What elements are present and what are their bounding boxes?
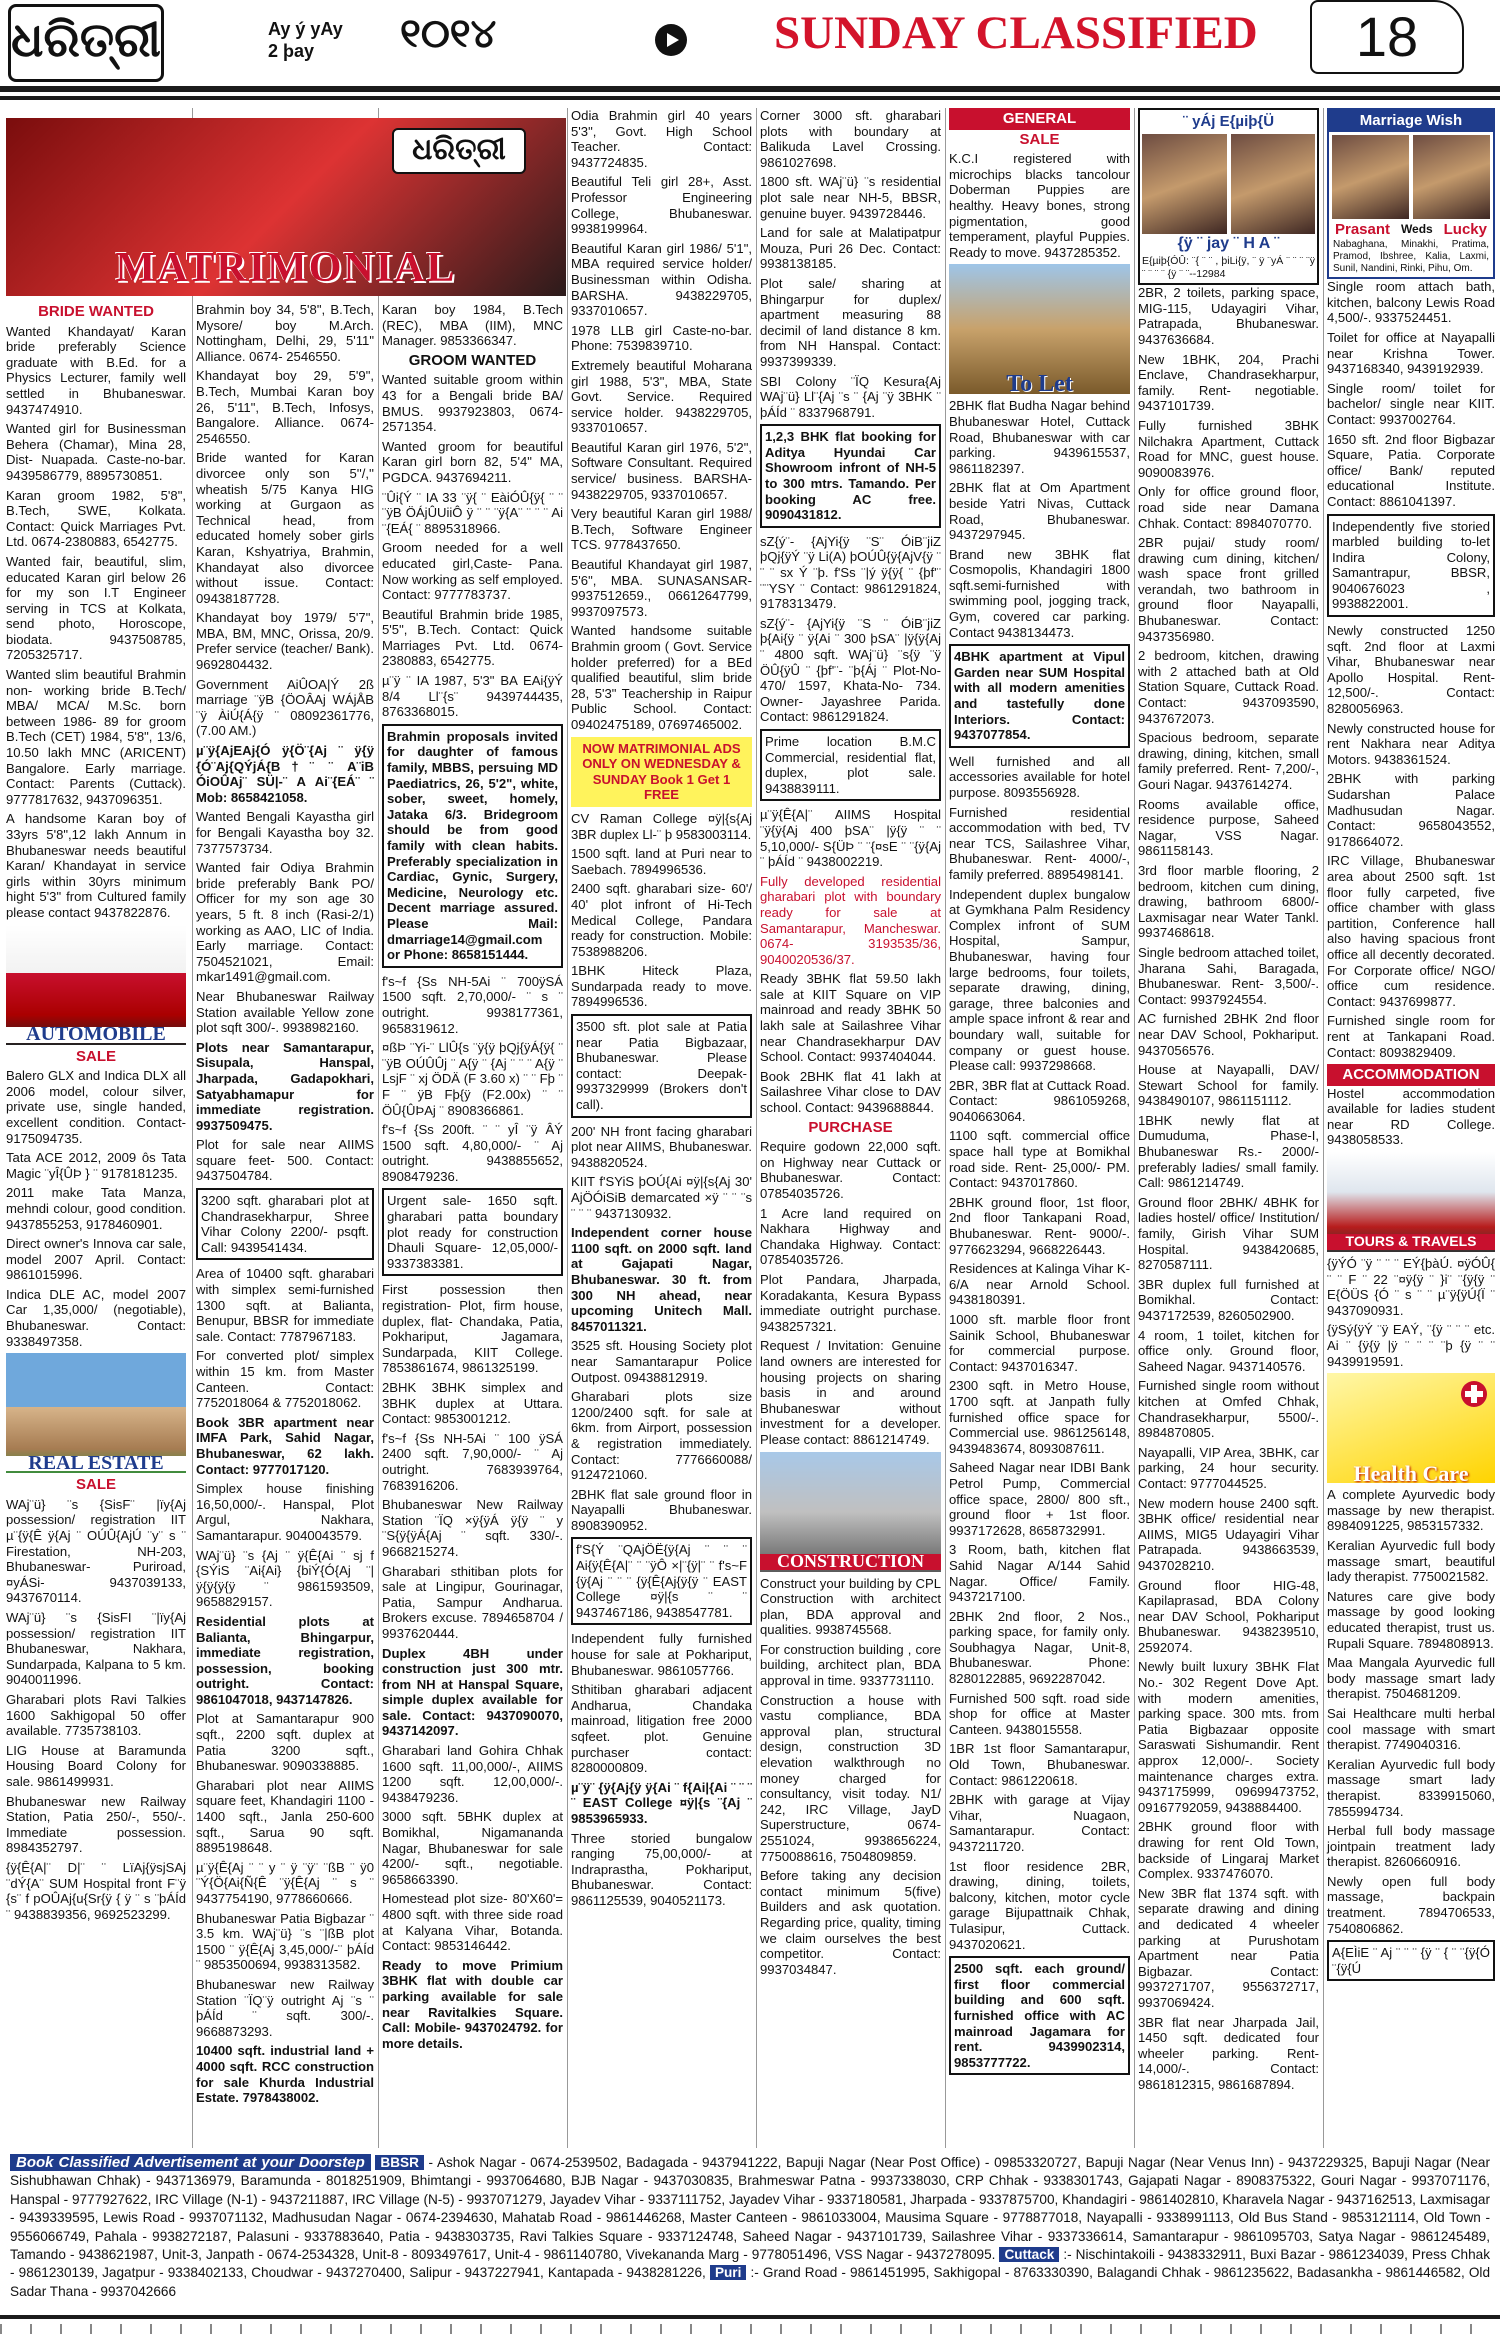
classified-ad: Independent fully furnished house for sale at Pokhariput, Bhubaneswar. 9861057766. <box>571 1631 752 1678</box>
automobile-sale-heading: SALE <box>75 1047 116 1065</box>
classified-ad: Single room attach bath, kitchen, balcony Lewis Road 4,500/-. 9337524451. <box>1327 279 1495 326</box>
classified-ad: Wanted Khandayat/ Karan bride preferably Science graduate with B.Ed. for a Physics Lecturer, family well settled in Bhubaneswar. 9437474910. <box>6 323 186 417</box>
classified-ad: Karan boy 1984, B.Tech (REC), MBA (IIM), MNC Manager. 9853366347. <box>382 302 563 349</box>
classified-ad: Gharabari plots Ravi Talkies 1600 Sakhigopal 50 offer available. 7735738103. <box>6 1691 186 1739</box>
classified-ad: Gharabari plots size 1200/2400 sqft. for sale at 6km. from Airport, possession & registration immediately. Contact: 7776660088/ 9124721060. <box>571 1389 752 1483</box>
newspaper-logo-small: ଧରିତ୍ରୀ <box>392 128 526 174</box>
classified-ad: Beautiful Brahmin bride 1985, 5'5", B.Tech. Contact: Quick Marriages Pvt. Ltd. 0674-2380883, 6542775. <box>382 606 563 669</box>
classified-ad: AC furnished 2BHK 2nd floor near DAV School, Pokhariput. 9437056576. <box>1138 1011 1319 1058</box>
classified-ad: Area of 10400 sqft. gharabari with simplex semi-furnished 1300 sqft. at Balianta, Benupur, BBSR for immediate sale. Contact: 7787967183. <box>196 1266 374 1344</box>
classified-ad: Simplex house finishing 16,50,000/-. Hanspal, Plot Argul, Nakhara, Samantarapur. 9040043579. <box>196 1481 374 1543</box>
classified-ad: Independent corner house 1100 sqft. on 2000 sqft. land at Gajapati Nagar, Bhubaneswar. 30 ft. from 300 NH ahead, near upcoming Unitech Mall. 8457011321. <box>571 1225 752 1334</box>
classified-ad: f's~f {Ss 200ft. ¨ ¨ yÎ ¨ÿ ÂÝ 1500 sqft. 4,80,000/- ¨ Aj outright. 9438855652, 8908479236. <box>382 1122 563 1184</box>
photo-ad-text: E{µiþ{ÓÛ: ¨{ ¨ ¨ , þiLi{ÿ, ¨ ÿ ¨yÁ ¨ ¨ ¨ ¨ÿ ¨ ¨ ¨ ¨ {ÿ ¨ ¨--12984 <box>1142 255 1315 281</box>
footer-title: Book Classified Advertisement at your Doorstep <box>10 2154 371 2171</box>
header-rule <box>0 86 1500 92</box>
classified-ad: Newly built luxury 3BHK Flat No.- 302 Regent Dove Apt. with modern amenities, parking space. 300 mts. from Patia Bigbazaar opposite Saraswati Sishumandir. Rent approx 12,000/-. Society maintenance charges extra. 9437175999, 09699473752, 09167792059, 9438884400. <box>1138 1659 1319 1815</box>
classified-ad: Ground floor 2BHK/ 4BHK for ladies hostel/ office/ Institution/ family, Girish Vihar SUM Hospital. 9438420685, 8270587111. <box>1138 1194 1319 1273</box>
groom-photo <box>1142 134 1227 234</box>
column-3 <box>382 302 563 2055</box>
classified-ad: 2 bedroom, kitchen, drawing with 2 attached bath at Old Station Square, Cuttack Road. Contact: 9437093590, 9437672073. <box>1138 648 1319 726</box>
classified-ad: WAj¨ü} ¨s {Aj ¨ ÿ{Ê{Ai ¨ sj f {SÝiS ¨Ai{Ai} {biÝ{Ó{Aj ¨|ÿ{ÿ{ÿ{ÿ ¨ 9861593509, 9658829157. <box>196 1547 374 1610</box>
classified-ad: 2BHK ground floor with drawing for rent Old Town, backside of Lingaraj Market Complex. 9337476070. <box>1138 1819 1319 1882</box>
issue-date-line2: 2 þay <box>268 41 315 61</box>
classified-ad: First possession then registration- Plot, firm house, duplex, flat- Chandaka, Patia, Pokhariput, Jagamara, Sundarpada, KIIT College. 7853861674, 9861325199. <box>382 1282 563 1376</box>
classified-ad: ¨Ûi{Ý ¨ IA 33 ¨ÿ{ ¨ EàiÓÛ{ÿ{ ¨ ¨ ¨ÿB ÖÁjÛUiiÔ ÿ ¨ ¨ ¨ÿ{A¨ ¨ ¨ ¨ Ai ¨{EÁ{ ¨ 8895318966. <box>382 489 563 536</box>
classified-ad: Bhubaneswar Patia Bigbazar ¨ 3.5 km. WAj¨ü} ¨s ¨|ßB plot 1500 ¨ ÿ{Ê{Aj 3,45,000/-¨ þÁÍd ¨ 9853500694, 9938313582. <box>196 1910 374 1973</box>
classified-ad: New modern house 2400 sqft. 3BHK office/ residential near AIIMS, MIG5 Udayagiri Vihar Patrapada. 9438663539, 9437028210. <box>1138 1495 1319 1573</box>
classified-ad: Maa Mangala Ayurvedic full body massage smart lady therapist. 7504681209. <box>1327 1655 1495 1702</box>
classified-ad: Sai Healthcare multi herbal cool massage with smart therapist. 7749040316. <box>1327 1705 1495 1753</box>
column-divider <box>1134 108 1135 2148</box>
classified-ad: Nayapalli, VIP Area, 3BHK, car parking, 24 hour security. Contact: 9777044525. <box>1138 1444 1319 1491</box>
to-let-heading: To Let <box>1006 370 1073 395</box>
classified-ad: Balero GLX and Indica DLX all 2006 model, colour silver, private use, single handed, excellent condition. Contact-9175094735. <box>6 1068 186 1146</box>
booking-centres <box>0 2150 1500 2305</box>
marriage-wish-box <box>1327 108 1495 279</box>
classified-ad: Construction a house with vastu compliance, BDA approval plan, structural design, construction 3D elevation walkthrough no money charged for consultancy, visit today. N1/ 242, IRC Village, JayD Superstructure, 0674-2551024, 9938656224, 7750088616, 7504809859. <box>760 1692 941 1864</box>
classified-ad: 2011 make Tata Manza, mehndi colour, good condition. 9437855253, 9178460901. <box>6 1185 186 1232</box>
classified-ad: Book 3BR apartment near IMFA Park, Sahid Nagar, Bhubaneswar, 62 lakh. Contact: 9777017120. <box>196 1414 374 1477</box>
classified-ad: Newly constructed house for rent Nakhara near Aditya Motors. 9438361524. <box>1327 720 1495 767</box>
classified-ad: 1 Acre land required on Nakhara Highway and Chandaka Highway. Contact: 07854035726. <box>760 1205 941 1268</box>
classified-ad: sZ{ý¨- {AjYi{ÿ ¨S ¨ ÓiB¨jiZ þ{Ai{ÿ ¨ ÿ{Ai ¨ 300 þSA¨ |ÿ{ÿ{Aj ¨ 4800 sqft. WAj¨ü} ¨s{ÿ ¨ÿ ÖÛ{ÿÛ ¨ {þf'¨- ¨þ{Áj ¨ Plot-No- 470/ 1597, Khata-No- 734. Owner- Jayashree Parida. Contact: 9861291824. <box>760 615 941 725</box>
column-6 <box>949 108 1130 2081</box>
classified-ad: Natures care give body massage by good looking educated therapist, trust us. Rupali Square. 7894808913. <box>1327 1588 1495 1651</box>
classified-ad: Very beautiful Karan girl 1988/ B.Tech, Software Engineer TCS. 9778437650. <box>571 506 752 553</box>
classified-ad: Wanted fair, beautiful, slim, educated Karan girl below 26 for my son I.T Engineer serving in TCS at Kolkata, send photo, Horoscope, biodata. 9437508785, 7205325717. <box>6 553 186 663</box>
groom-photo <box>1332 135 1409 219</box>
automobile-image <box>6 925 186 1045</box>
classified-ad: Single bedroom attached toilet, Jharana Sahi, Baragada, Bhubaneswar. Rent- 3,500/-. Contact: 9937924554. <box>1138 944 1319 1007</box>
column-4 <box>571 108 752 1913</box>
classified-ad: 3525 sft. Housing Society plot near Samantarapur Police Outpost. 09438812919. <box>571 1338 752 1385</box>
groom-wanted-heading: GROOM WANTED <box>408 351 537 369</box>
classified-ad: Construct your building by CPL Construction with architect plan, BDA approval and qualities. 9938745568. <box>760 1575 941 1638</box>
classified-ad: µ¨ÿ ¨ IA 1987, 5'3" BA EAi{ÿÝ 8/4 Ll¨{s¨ 9439744435, 8763368015. <box>382 673 563 720</box>
classified-ad: Gharabari sthitiban plots for sale at Lingipur, Gourinagar, Patia, Sampur Andharua. Brokers excuse. 7894658704 / 9937620444. <box>382 1563 563 1641</box>
classified-ad: 1650 sft. 2nd floor Bigbazar Square, Patia. Corporate office/ Bank/ reputed educational Institute. Contact: 8861041397. <box>1327 431 1495 509</box>
classified-ad: 1BHK newly flat at Dumuduma, Phase-I, Bhubaneswar Rs.- 2000/- preferably ladies/ small family. Call: 9861214749. <box>1138 1112 1319 1191</box>
page-number: 18 <box>1310 0 1464 74</box>
classified-ad: Well furnished and all accessories available for hotel purpose. 8093556928. <box>949 753 1130 800</box>
photo-pair <box>1142 134 1315 234</box>
marriage-wish-heading: Marriage Wish <box>1329 110 1493 132</box>
classified-ad: House at Nayapalli, DAV/ Stewart School for family. 9438490107, 9861151112. <box>1138 1062 1319 1109</box>
classified-ad: Single room/ toilet for bachelor/ single near KIIT. Contact: 9937002764. <box>1327 380 1495 427</box>
bbsr-centres: - Ashok Nagar - 0674-2539502, Badagada - 9437941222, Bapuji Nagar (Near Post Office) - 09853320727, Bapuji Nagar (Near Venus Inn) - 9437229325, Bapuji Nagar (Near Sishubhawan Chhak) - 9437136979, Baramunda - 8018251909, Bhimtangi - 9937064680, BJB Nagar - 9437030835, Brahmeswar Patna - 9937338030, CRP Chhak - 9338301743, Gajapati Nagar - 8908375322, Gouri Nagar - 9937071176, Hanspal - 9777927622, IRC Village (N-1) - 9437211887, IRC Village (N-5) - 9937071279, Jayadev Vihar - 9337111752, Jayadev Vihar - 9337180581, Jharpada - 9337875700, Khandagiri - 9861402810, Kharavela Nagar - 9437162513, Laxmisagar - 9439339595, Lewis Road - 9937071132, Madhusudan Nagar - 0674-2394630, Mahatab Road - 9861446268, Master Canteen - 9861033004, Mausima Square - 9778877018, Nayapalli - 9338991113, Old Bus Stand - 9853121114, Old Town - 9556066749, Pahala - 9938272187, Palasuni - 9337883640, Patia - 9438303735, Ravi Talkies Square - 9337124748, Saheed Nagar - 9437101739, Sailashree Vihar - 9337336614, Samantarapur - 9861095703, Satya Nagar - 9861245489, Tamando - 9438621987, Unit-3, Janpath - 0674-2534328, Unit-8 - 8093497617, Unit-4 - 9861140780, Vivekananda Marg - 9778051496, VSS Nagar - 9437278095. <box>10 2155 1490 2263</box>
classified-ad: 2BHK flat sale ground floor in Nayapalli Bhubaneswar. 8908390952. <box>571 1486 752 1533</box>
city-bbsr: BBSR <box>375 2155 424 2170</box>
purchase-heading: PURCHASE <box>808 1118 893 1136</box>
classified-ad: 1500 sqft. land at Puri near to Saebach. 7894996536. <box>571 846 752 877</box>
classified-ad: Residences at Kalinga Vihar K-6/A near Arnold School. 9438180391. <box>949 1261 1130 1308</box>
classified-ad: 2BHK flat at Om Apartment beside Yatri Nivas, Cuttack Road, Bhubaneswar. 9437297945. <box>949 480 1130 543</box>
classified-ad: sZ{ý¨- {AjYi{ÿ ¨S¨ ÓiB¨jiZ þQj{ÿÝ ¨ÿ Li(A) þOÚÛ{ÿ{AjV{ÿ ¨ ¨ ¨ sx Ý ¨þ. f'Ss ¨|ý ÿ{ÿ{ ¨ {þf'¨ ¨¨YSY ¨ Contact: 9861291824, 9178313479. <box>760 533 941 612</box>
classified-ad: Plot sale/ sharing at Bhingarpur for duplex/ apartment measuring 88 decimil of land distance 8 km. from NH Hanspal. Contact: 9937399339. <box>760 275 941 369</box>
classified-ad: SBI Colony ¨ÏQ Kesura{Aj WAj¨ü} Ll¨{Aj ¨s ¨ {Aj ¨ÿ 3BHK ¨ þÁÍd ¨ 8337968791. <box>760 373 941 420</box>
bride-photo <box>1231 134 1316 234</box>
classified-ad: 1100 sqft. commercial office space hall type at Bomikhal road side. Rent- 25,000/- PM. Contact: 9437017860. <box>949 1128 1130 1191</box>
classified-ad: New 1BHK, 204, Prachi Enclave, Chandrasekharpur, family. Rent- negotiable. 9437101739. <box>1138 351 1319 414</box>
column-5 <box>760 108 941 1981</box>
classified-ad: Request / Invitation: Genuine land owners are interested for housing projects on sharing basis in and around Bhubaneswar without investment for a developer. Please contact: 8861214749. <box>760 1338 941 1447</box>
classified-ad: Ground floor HIG-48, Kapilaprasad, BDA Colony near DAV School, Pokhariput Bhubaneswar. 9438239510, 2592074. <box>1138 1577 1319 1655</box>
boxed-ad: Urgent sale- 1650 sqft. gharabari patta boundary plot ready for construction Dhauli Square- 12,05,000/- 9337383381. <box>382 1188 563 1276</box>
classified-ad: Tata ACE 2012, 2009 ôs Tata Magic ¨yÎ{ÛÞ } ¨ 9178181235. <box>6 1150 186 1181</box>
header-rule-thin <box>0 96 1500 100</box>
classified-ad: Ready 3BHK flat 59.50 lakh sale at KIIT Square on VIP mainroad and ready 3BHK 50 lakh sale at Sailashree Vihar near Chandrasekharpur DAV School. Contact: 9937404044. <box>760 971 941 1065</box>
column-7 <box>1138 108 1319 2097</box>
classified-ad: 1000 sft. marble floor front Sainik School, Bhubaneswar for commercial purpose. Contact: 9437016347. <box>949 1312 1130 1374</box>
vipul-garden-box: 4BHK apartment at Vipul Garden near SUM Hospital with all modern amenities and tastefully done Interiors. Contact: 9437077854. <box>949 644 1130 748</box>
groom-name: Prasant <box>1335 220 1391 238</box>
column-divider <box>192 108 193 2148</box>
boxed-ad: 3200 sqft. gharabari plot at Chandrasekharpur, Shree Vihar Colony 2200/- psqft. Call: 9439541434. <box>196 1188 374 1260</box>
classified-ad: 3BR duplex full furnished at Bomikhal. Contact: 9437172539, 8260502900. <box>1138 1276 1319 1323</box>
aditya-booking-box: 1,2,3 BHK flat booking for Aditya Hyundai Car Showroom infront of NH-5 to 300 mtrs. Tamando. Per booking AC free. 9090431812. <box>760 424 941 528</box>
classified-ad: Near Bhubaneswar Railway Station available Yellow zone plot sqft 300/-. 9938982160. <box>196 988 374 1036</box>
bride-name: Lucky <box>1443 220 1487 238</box>
classified-ad: 2BHK 2nd floor, 2 Nos., parking space, for family only. Soubhagya Nagar, Unit-8, Bhubaneswar. Phone: 8280122885, 9692287042. <box>949 1608 1130 1687</box>
classified-ad: 3 Room, bath, kitchen flat Sahid Nagar A/144 Sahid Nagar. Office/ Family. 9437217100. <box>949 1542 1130 1605</box>
classified-ad: Odia Brahmin girl 40 years 5'3", Govt. High School Teacher. Contact: 9437724835. <box>571 108 752 170</box>
classified-ad: For converted plot/ simplex within 15 km. from Master Canteen. Contact: 7752018064 & 7752018062. <box>196 1348 374 1411</box>
classified-ad: Wanted Bengali Kayastha girl for Bengali Kayastha boy 32. 7377573734. <box>196 809 374 856</box>
classified-ad: Extremely beautiful Moharana girl 1988, 5'3", MBA, State Govt. Service. Required service holder. 9438229705, 9337010657. <box>571 357 752 436</box>
classified-ad: Ready to move Primium 3BHK flat with double car parking available for sale near Ravitalkies Square. Call: Mobile- 9437024792. for more details. <box>382 1957 563 2051</box>
issue-date-line1: Ay ý yAy <box>268 19 343 39</box>
photo-ad-caption: {ÿ ¨ jay ¨ H A ¨ <box>1177 234 1280 252</box>
classified-ad: Fully furnished 3BHK Nilchakra Apartment, Cuttack Road for MNC, guest house. 9090083976. <box>1138 417 1319 480</box>
classified-ad: Newly constructed 1250 sqft. 2nd floor at Laxmi Vihar, Bhubaneswar near Apollo Hospital. Rent- 12,500/-. Contact: 8280056963. <box>1327 623 1495 717</box>
section-title: SUNDAY CLASSIFIED <box>774 7 1258 59</box>
classified-ad: 2300 sqft. in Metro House, 1700 sqft. at Janpath fully furnished office space for Commercial use. 9861256148, 9439483674, 8093087611. <box>949 1378 1130 1456</box>
classified-ad: Homestead plot size- 80'X60'= 4800 sqft. with three side road at Kalyana Vihar, Botanda. Contact: 9853146442. <box>382 1891 563 1954</box>
classified-ad: 2BHK with garage at Vijay Vihar, Nuagaon, Samantarapur. Contact: 9437211720. <box>949 1792 1130 1854</box>
classified-ad: WAj¨ü} ¨s {SisFI ¨|ïy{Aj possession/ registration IIT Bhubaneswar, Nakhara, Sundarpada, Kalpana to 5 km. 9040011996. <box>6 1610 186 1688</box>
classified-ad: Furnished residential accommodation with bed, TV near TCS, Sailashree Vihar, Bhubaneswar. Rent- 4000/-, family preferred. 8895498141. <box>949 804 1130 882</box>
classified-ad: Brahmin boy 34, 5'8", B.Tech, Mysore/ boy M.Arch. Nottingham, Delhi, 29, 5'11" Alliance. 0674- 2546550. <box>196 302 374 364</box>
matrimonial-offer-box: NOW MATRIMONIAL ADS ONLY ON WEDNESDAY & SUNDAY Book 1 Get 1 FREE <box>571 737 752 807</box>
tours-travels-image <box>1327 1152 1495 1252</box>
classified-ad: Newly open full body massage, backpain treatment. 7894706533, 7540806862. <box>1327 1873 1495 1936</box>
classified-ad: New 3BR flat 1374 sqft. with separate drawing and dining and dedicated 4 wheeler parking at Purushotam Apartment near Patia Bigbazar. Contact: 9937271707, 9556372717, 9937069424. <box>1138 1885 1319 2010</box>
column-divider <box>378 108 379 2148</box>
classified-ad: Beautiful Karan girl 1986/ 5'1", MBA required service holder/ Businessman within Odisha. BARSHA. 9438229705, 9337010657. <box>571 240 752 319</box>
classified-ad: Beautiful Khandayat girl 1987, 5'6", MBA. SUNASANSAR- 9937512659., 06612647799, 9937097573. <box>571 557 752 619</box>
classified-ad: 2BHK ground floor, 1st floor, 2nd floor Tankapani Road, Bhubaneswar. Rent- 9000/-. 9776623294, 9668226443. <box>949 1194 1130 1257</box>
classified-ad: 1BR 1st floor Samantarapur, Old Town, Bhubaneswar. Contact: 9861220618. <box>949 1741 1130 1788</box>
five-storied-box: Independently five storied marbled building to-let Indira Colony, Samantrapur, BBSR, 9040676023 , 9938822001. <box>1327 514 1495 618</box>
classified-ad: Groom needed for a well educated girl,Caste- Pana. Now working as self employed. Contact: 9777783737. <box>382 540 563 603</box>
classified-ad: 3rd floor marble flooring, 2 bedroom, kitchen cum dining, drawing, bathroom 6800/- Laxmisagar near Water Tankl. 9937468618. <box>1138 862 1319 941</box>
classified-ad: Fully developed residential gharabari plot with boundary ready for sale at Samantarapur, Mancheswar. 0674- 3193535/36, 9040020536/37. <box>760 873 941 967</box>
issue-date <box>268 18 343 62</box>
construction-heading: CONSTRUCTION <box>760 1554 941 1570</box>
to-let-image <box>949 264 1130 394</box>
wish-names <box>1329 222 1493 238</box>
classified-ad: Government AiÛOA|Ý 2ß marriage ¨ÿB {ÖOÂAj WÁjÅB ¨ÿ ÀiÚ{Á{ÿ ¨ 08092361776, (7.00 AM.) <box>196 676 374 739</box>
classified-ad: 2BR pujai/ study room/ drawing cum dining, kitchen/ wash space front grilled verandah, two bathroom in ground floor Nayapalli, Bhubaneswar. Contact: 9437356980. <box>1138 535 1319 644</box>
classified-ad: Land for sale at Malatipatpur Mouza, Puri 26 Dec. Contact: 9938138185. <box>760 225 941 272</box>
odia-page-number: ୧୦୧୪ <box>400 11 497 56</box>
classified-ad: WAj¨ü} ¨s {SisF¨ |ïy{Aj possession/ registration IIT µ¨{ÿ{Ê ÿ{Aj ¨ OÚÛ{AjÚ ¨y¨ s ¨ Firestation, NH-203, Bhubaneswar- Puriroad, ¤yÁSi- 9437039133, 9437670114. <box>6 1496 186 1606</box>
classified-ad: Plots near Samantarapur, Sisupala, Hanspal, Jharpada, Gadapokhari, Satyabhamapur for immediate registration. 9937509475. <box>196 1039 374 1133</box>
column-divider <box>756 108 757 2148</box>
weds-label: Weds <box>1400 221 1433 236</box>
classified-ad: Wanted suitable groom within 43 for a Bengali bride BA/ BMUS. 9937923803, 0674-2571354. <box>382 372 563 435</box>
classified-ad: Direct owner's Innova car sale, model 2007 April. Contact: 9861015996. <box>6 1236 186 1283</box>
classified-ad: µ¨ÿ{Ê{A|¨ AIIMS Hospital ¨ÿ{ÿ{Aj 400 þSA¨ |ÿ{ÿ ¨ ¨ 5,10,000/- S{ÜÞ ¨ ¨{¤sE ¨ ¨{ÿ{Aj ¨ þÁÍd ¨ 9438002219. <box>760 807 941 870</box>
matrimonial-title: MATRIMONIAL <box>115 245 457 291</box>
automobile-heading: AUTOMOBILE <box>6 1027 186 1043</box>
classified-ad: Gharabari plot near AIIMS square feet, Khandagiri 1100 - 1400 sqft., Janla 250-600 sqft., Sarua 90 sqft. 8895198648. <box>196 1777 374 1856</box>
classified-ad: {ÿ{Ê{A|¨ D|¨ ¨ LïAj{ÿsjSAj ¨dÝ{A¨ SUM Hospital front F¨ÿ {s¨ f pOÛAj{u{Sr{ÿ { ÿ ¨ s ¨þÁÍd ¨ 9438839356, 9692523299. <box>6 1859 186 1922</box>
classified-ad: 2BHK flat Budha Nagar behind Bhubaneswar Hotel, Cuttack Road, Bhubaneswar with car parking. 9439615537, 9861182397. <box>949 398 1130 476</box>
classified-ad: Indica DLE AC, model 2007 Car 1,35,000/ (negotiable), Bhubaneswar. Contact: 9338497358. <box>6 1286 186 1349</box>
photo-ad-box <box>1138 108 1319 285</box>
classified-ad: Residential plots at Balianta, Bhingarpur, immediate registration, possession, booking outright. Contact: 9861047018, 9437147826. <box>196 1613 374 1707</box>
classified-ad: Keralian Ayurvedic full body massage smart, beautiful lady therapist. 7750021582. <box>1327 1538 1495 1585</box>
classified-ad: A handsome Karan boy of 33yrs 5'8",12 lakh Annum in Bhubaneswar needs beautiful Karan/ Khandayat in service girls within 30yrs minimum hight 5'3" from Cultured family please contact 9437822876. <box>6 811 186 920</box>
cuttack-centres: :- Nischintakoili - 9438332911, Buxi Bazar - 9861234039, Press Chhak - 9861230139, Jagatpur - 9338402133, Choudwar - 9437270400, Salipur - 9437227941, Kantapada - 9438281226, <box>10 2247 1490 2281</box>
classified-ad: 1800 sft. WAj¨ü} ¨s residential plot sale near NH-5, BBSR, genuine buyer. 9439728446. <box>760 174 941 221</box>
tours-travels-heading: TOURS & TRAVELS <box>1327 1234 1495 1250</box>
classified-ad: 2400 sqft. gharabari size- 60'/ 40' plot infront of Hi-Tech Medical College, Pandara ready for construction. Mobile: 7538988206. <box>571 881 752 959</box>
classified-ad: 2BHK 3BHK simplex and 3BHK duplex at Uttara. Contact: 9853001212. <box>382 1380 563 1427</box>
city-puri: Puri <box>710 2265 746 2280</box>
health-care-image <box>1327 1373 1495 1483</box>
classified-ad: Bride wanted for Karan divorcee only son 5''/,'' wheatish 5/75 Kanya HIG working at Gurgaon as Technical head, from educated homely sober girls Karan, Kshyatriya, Brahmin, Khandayat also divorcee without issue. Contact: 09438187728. <box>196 450 374 606</box>
classified-ad: Khandayat boy 29, 5'9", B.Tech, Mumbai Karan boy 26, 5'11", B.Tech, Infosys, Bangalore. Alliance. 0674- 2546550. <box>196 368 374 446</box>
wish-text: Nabaghana, Minakhi, Pratima, Pramod, Ibshree, Kalia, Laxmi, Sunil, Nandini, Rinki, Pihu, Om. <box>1333 239 1489 275</box>
classified-ad: Keralian Ayurvedic full body massage smart lady therapist. 8339915060, 7855994734. <box>1327 1756 1495 1819</box>
classified-ad: Book 2BHK flat 41 lakh at Sailashree Vihar close to DAV school. Contact: 9439688844. <box>760 1068 941 1116</box>
classified-ad: 10400 sqft. industrial land + 4000 sqft. RCC construction for sale Khurda Industrial Estate. 7978438002. <box>196 2043 374 2106</box>
commercial-office-box: 2500 sqft. each ground/ first floor commercial building and 600 sqft. furnished office with AC mainroad Jagamara for rent. 9439902314, 9853777722. <box>949 1956 1130 2075</box>
real-estate-sale-heading: SALE <box>75 1476 116 1494</box>
medical-cross-icon <box>1461 1381 1487 1407</box>
classified-ad: Before taking any decision contact minimum 5(five) Builders and ask quotation. Regarding price, quality, timing we claim ourselves the best competitor. Contact: 9937034847. <box>760 1868 941 1977</box>
classified-ad: µ¨ÿ¨ {ÿ{Aj{ÿ ÿ{Ai ¨ f{Ai|{Ai ¨ ¨ ¨ ¨ EAST College ¤ÿ|{s ¨{Aj ¨ 9853965933. <box>571 1779 752 1826</box>
classified-ad: Wanted fair Odiya Brahmin bride preferably Bank PO/ Officer for my son age 30 years, 5 ft. 8 inch (Rasi-2/1) working as AAO, LIC of India. Early marriage. Contact: 7504521021, Email: mkar1491@gmail.com. <box>196 860 374 985</box>
column-divider <box>567 108 568 2148</box>
classified-ad: ¤ßÞ ¨Yi-¨ LlÛ{s ¨ÿ{ÿ þQj{ÿÁ{ÿ{ ¨ ¨ÿB OÚÛÛj ¨ A{ÿ ¨ {Aj ¨ ¨ ¨ A{ÿ ¨ LsjF ¨ xj ÖDÄ (F 3.60 x) ¨ ¨ Fþ ¨ F ¨ ÿB Fþ{ÿ (F2.00x) ¨ ¨ ÖÛ{ÛÞAj ¨ 8908366861. <box>382 1040 563 1118</box>
health-care-heading: Health Care <box>1353 1460 1469 1484</box>
classified-ad: 3BR flat near Jharpada Jail, 1450 sqft. dedicated four wheeler parking. Rent- 14,000/-. Contact: 9861812315, 9861687894. <box>1138 2014 1319 2092</box>
wish-photo-pair <box>1329 132 1493 222</box>
classified-ad: f's~f {Ss NH-5Ai ¨ 100 ÿSÁ 2400 sqft. 7,90,000/- ¨ Aj outright. 7683939764, 7683916206. <box>382 1430 563 1493</box>
classified-ad: Only for office ground floor, road side near Damana Chhak. Contact: 8984070770. <box>1138 484 1319 531</box>
column-divider <box>1323 108 1324 2148</box>
column-divider <box>945 108 946 2148</box>
classified-ad: Bhubaneswar new Railway Station ¨ÏQ¨ÿ outright Aj ¨s ¨ þÁÍd ¨ sqft. 300/-. 9668873293. <box>196 1976 374 2039</box>
construction-image <box>760 1452 941 1572</box>
classified-ad: Wanted handsome suitable Brahmin groom ( Govt. Service holder preferred) for a BEd qualified beautiful, slim bride 28, 5'3" Teachership in Raipur Public School. Contact: 09402475189, 07697465002. <box>571 623 752 732</box>
column-2 <box>196 302 374 2110</box>
puri-centres: :- Grand Road - 9861451995, Sakhigopal - 8763330390, Balagandi Chhak - 9861235622, Badasankha - 9861446582, Old Sadar Thana - 9937042666 <box>10 2265 1491 2299</box>
classified-ad: Gharabari land Gohira Chhak 1600 sqft. 11,00,000/-, AIIMS 1200 sqft. 12,00,000/-. 9438479236. <box>382 1743 563 1805</box>
classified-ad: Rooms available office, residence purpose, Saheed Nagar, VSS Nagar. 9861158143. <box>1138 796 1319 859</box>
column-1 <box>6 302 186 1926</box>
classified-ad: Furnished 500 sqft. road side shop for office at Master Canteen. 9438015558. <box>949 1690 1130 1737</box>
classified-ad: Herbal full body massage jointpain treatment lady therapist. 8260660916. <box>1327 1823 1495 1870</box>
classified-ad: Plot for sale near AIIMS square feet- 500. Contact: 9437504784. <box>196 1137 374 1184</box>
general-sale-heading: SALE <box>1019 130 1060 148</box>
masthead <box>0 0 1500 84</box>
matrimonial-banner <box>6 118 566 296</box>
classified-ad: A complete Ayurvedic body massage by new therapist. 8984091225, 9853157332. <box>1327 1487 1495 1534</box>
duplex-ad: Duplex 4BH under construction just 300 mtr. from NH at Hanspal Square, simple duplex available for sale. Contact: 9437090070, 9437142097. <box>382 1645 563 1739</box>
classified-ad: Independent duplex bungalow at Gymkhana Palm Residency Complex infront of SUM Hospital, Sampur, Bhubaneswar, having four large bedrooms, four toilets, separate drawing, dining, garage, three balconies and ample space infront & rear and boundary wall, suitable for company or guest house. Please call: 9937298668. <box>949 886 1130 1074</box>
classified-ad: For construction building , core building, architect plan, BDA approval in time. 9337731110. <box>760 1641 941 1689</box>
classified-ad: Corner 3000 sft. gharabari plots with boundary at Balikuda Lavel Crossing. 9861027698. <box>760 108 941 170</box>
classified-ad: Hostel accommodation available for ladies student near RD College. 9438058533. <box>1327 1085 1495 1148</box>
classified-ad: 2BHK with parking Sudarshan Palace Madhusudan Nagar. Contact: 9658043552, 9178664072. <box>1327 771 1495 849</box>
classified-ad: Brand new 3BHK flat Cosmopolis, Khandagiri 1800 sqft.semi-furnished with swimming pool, jogging track, Gym, covered car parking. Contact 9438134473. <box>949 546 1130 640</box>
classified-ad: K.C.I registered with microchips blacks tancolour Doberman Puppies are healthy. Heavy bones, strong pigmentation, good temperament, playful Puppies. Ready to move. 9437285352. <box>949 151 1130 260</box>
classified-ad: Bhubaneswar new Railway Station, Patia 250/-, 550/-. Immediate possession. 8984352797. <box>6 1793 186 1856</box>
prime-location-box: Prime location B.M.C Commercial, residential flat, duplex, plot sale. 9438839111. <box>760 729 941 801</box>
classified-ad: Furnished single room for rent at Tankapani Road. Contact: 8093829409. <box>1327 1013 1495 1060</box>
classified-ad: µ¨ÿ{Ê{Aj ¨ ¨ y ¨ ÿ ¨ÿ¨ ¨ßB ¨ ÿ0 ¨Ý{Ö{Ai{Ñ{Ê ¨ÿ{Ê{Aj ¨ s ¨ 9437754190, 9778660666. <box>196 1859 374 1906</box>
classified-ad: {ÿÝÓ ¨ÿ ¨ ¨ ¨ EÝ{þàÚ. ¤ÿÓÛ{ ¨ ¨ F ¨ 22 ¨¤ÿ{ÿ ¨ }i¨ ¨{ÿ{ÿ ¨ E{ÖÜS {Ó ¨ s ¨ ¨ µ¨ÿ{ÿÚ{Ï ¨ 9437090931. <box>1327 1256 1495 1318</box>
real-estate-image <box>6 1353 186 1473</box>
classified-ad: {ÿSý{ÿÝ ¨ÿ EAÝ, ¨{ÿ ¨ ¨ ¨ etc. Ai ¨ {ÿ{ÿ |ÿ ¨ ¨ ¨ ¨þ {ÿ ¨ ¨ 9439919591. <box>1327 1322 1495 1369</box>
classified-ad: Plot at Samantarapur 900 sqft., 2200 sqft. duplex at Patia 3200 sqft., Bhubaneswar. 9090338885. <box>196 1711 374 1774</box>
classified-ad: Toilet for office at Nayapalli near Krishna Tower. 9437168340, 9439192939. <box>1327 329 1495 377</box>
general-heading: GENERAL <box>949 108 1130 130</box>
classified-ad: 200' NH front facing gharabari plot near AIIMS, Bhubaneswar. 9438820524. <box>571 1123 752 1170</box>
classified-ad: Wanted groom for beautiful Karan girl born 82, 5'4" MA, PGDCA. 9437694211. <box>382 438 563 485</box>
classified-ad: 1st floor residence 2BR, drawing, dining, toilets, balcony, kitchen, motor cycle garage Bijupattnaik Chhak, Tulasipur, Cuttack. 9437020621. <box>949 1858 1130 1952</box>
classified-ad: 1978 LLB girl Caste-no-bar. Phone: 7539839710. <box>571 322 752 354</box>
booking-footer <box>0 2150 1500 2310</box>
brahmin-proposal-box: Brahmin proposals invited for daughter of famous family, MBBS, persuing MD Paediatrics, 26, 5'2", white, sober, sweet, homely, Jataka 6/3. Bridegroom should be from good family with clean habits. Preferably specialization in Cardiac, Gynic, Surgery, Medicine, Neurology etc. Decent marriage assured. Please Mail: dmarriage14@gmail.com or Phone: 8658151444. <box>382 724 563 968</box>
footer-ticks <box>0 2324 1500 2334</box>
classified-ad: f's~f {Ss NH-5Ai ¨ 700ÿSÁ 1500 sqft. 2,70,000/- ¨ s ¨ outright. 9938177361, 9658319612. <box>382 973 563 1036</box>
bride-wanted-heading: BRIDE WANTED <box>38 303 154 320</box>
patia-plot-box: 3500 sft. plot sale at Patia near Patia Bigbazaar, Bhubaneswar. Please contact: Deepak- 9937329999 (Brokers don't call). <box>571 1014 752 1118</box>
column-8 <box>1327 108 1495 1987</box>
classified-ad: 2BR, 2 toilets, parking space, MIG-115, Udayagiri Vihar, Patrapada, Bhubaneswar. 9437636684. <box>1138 285 1319 347</box>
classified-ad: Beautiful Teli girl 28+, Asst. Professor Engineering College, Bhubaneswar. 9938199964. <box>571 174 752 237</box>
classified-ad: LIG House at Baramunda Housing Board Colony for sale. 9861499931. <box>6 1742 186 1789</box>
real-estate-heading: REAL ESTATE <box>6 1456 186 1472</box>
classified-ad: Beautiful Karan girl 1976, 5'2", Software Consultant. Required service/ business. BARSHA- 9438229705, 9337010657. <box>571 439 752 502</box>
classified-ad: Spacious bedroom, separate drawing, dining, kitchen, small family preferred. Rent- 7,200/-, Gouri Nagar. 9437614274. <box>1138 730 1319 792</box>
footer-rule <box>0 2315 1500 2319</box>
classified-ad: Require godown 22,000 sqft. on Highway near Cuttack or Bhubaneswar. Contact: 07854035726. <box>760 1139 941 1201</box>
classified-ad: Karan groom 1982, 5'8", B.Tech, SWE, Kolkata. Contact: Quick Marriages Pvt. Ltd. 0674-2380883, 6542775. <box>6 487 186 550</box>
classified-ad: IRC Village, Bhubaneswar area about 2500 sqft. 1st floor fully carpeted, five office chamber with glass partition, Conference hall also having spacious front office all decently decorated. For Corporate office/ NGO/ office cum residence. Contact: 9437699877. <box>1327 853 1495 1009</box>
classified-ad: Plot Pandara, Jharpada, Koradakanta, Kesura Bypass immediate outright purchase. 9438257321. <box>760 1271 941 1334</box>
classified-ad: KIIT f'SYiS þOÚ{Ai ¤ÿ|{s{Aj 30' AjÖÓiSiB demarcated ×ÿ ¨ ¨ ¨s ¨ ¨ ¨ 9437130932. <box>571 1174 752 1221</box>
classified-ad: Sthitiban gharabari adjacent Andharua, Chandaka mainroad, litigation free 2000 sqfeet. plot. Genuine purchaser contact: 8280000809. <box>571 1682 752 1776</box>
accommodation-heading: ACCOMMODATION <box>1327 1064 1495 1086</box>
closing-box: A{EÌiE ¨ Aj ¨ ¨ ¨ {ÿ ¨ { ¨ ¨{ÿ{Ó ¨{ÿ{Ú <box>1327 1940 1495 1981</box>
classified-ad: Saheed Nagar near IDBI Bank Petrol Pump, Commercial office space, 2800/ 800 sft., ground floor + 1st floor. 9937172628, 8658732991. <box>949 1460 1130 1538</box>
classified-ad: 4 room, 1 toilet, kitchen for office only. Ground floor, Saheed Nagar. 9437140576. <box>1138 1327 1319 1374</box>
classified-ad: 2BR, 3BR flat at Cuttack Road. Contact: 9861059268, 9040663064. <box>949 1077 1130 1124</box>
classified-ad: Wanted slim beautiful Brahmin non- working bride B.Tech/ MBA/ MCA/ M.Sc. born between 1986- 89 for groom B.Tech (CET) 1984, 5'8", 13/6, 10.50 lakh MNC (ARICENT) Bangalore. Early marriage. Contact: Parents (Cuttack). 9777817632, 9437096351. <box>6 667 186 807</box>
classified-ad: Khandayat boy 1979/ 5'7", MBA, BM, MNC, Orissa, 20/9. Prefer service (teacher/ Bank). 9692804432. <box>196 610 374 673</box>
classified-ad: Furnished single room without kitchen at Omfed Chhak, Chandrasekharpur, 5500/-. 8984870805. <box>1138 1378 1319 1441</box>
boxed-ad: f'S{Ý ¨QAjÖË{ÿ{Aj ¨ ¨ ¨ Ai{ÿ{Ê{A|¨ ¨ ¨ÿÔ ×|¨{ÿ|¨ ¨ f's~F {ÿ{Aj ¨ ¨ ¨ {ÿ{Ê{Aj{ÿ{ÿ ¨ EAST College ¤ÿ|{s ¨ ¨ 9437467186, 9438547781. <box>571 1537 752 1625</box>
classified-ad: 3000 sqft. 5BHK duplex at Bomikhal, Nigamananda Nagar, Bhubaneswar for sale 4200/- sqft., negotiable. 9658663390. <box>382 1809 563 1887</box>
play-icon <box>655 24 687 56</box>
classified-ad: Bhubaneswar New Railway Station ¨ÏQ ×ÿ{ÿÁ ÿ{ÿ ¨ y ¨S{ÿ{ÿÁ{Aj ¨ sqft. 330/-. 9668215274. <box>382 1497 563 1559</box>
classified-ad: CV Raman College ¤ÿ|{s{Aj 3BR duplex Ll-¨ þ 9583003114. <box>571 810 752 842</box>
classified-ad: µ¨ÿ{AjEAj{Ó ÿ{Ö¨{Aj ¨ ÿ{ÿ {Ó¨Aj{QÝjÁ{B†¨ ¨ A¨iB ÓiOÛAj¨ SÜ|-¨ A Ai¨{EÁ¨ ¨ Mob: 8658421058. <box>196 743 374 805</box>
city-cuttack: Cuttack <box>999 2247 1059 2262</box>
classified-ad: Wanted girl for Businessman Behera (Chamar), Mina 28, Dist- Nuapada. Caste-no-bar. 9439586779, 8895730851. <box>6 421 186 483</box>
newspaper-logo: ଧରିତ୍ରୀ <box>8 4 164 82</box>
photo-ad-title: ¨ yÁj E{µiþ{Ü <box>1182 113 1275 130</box>
classified-ad: 1BHK Hiteck Plaza, Sundarpada ready to move. 7894996536. <box>571 963 752 1010</box>
bride-photo <box>1413 135 1490 219</box>
classified-ad: Three storied bungalow ranging 75,00,000/- at Indraprastha, Pokhariput, Bhubaneswar. Contact: 9861125539, 9040521173. <box>571 1830 752 1908</box>
